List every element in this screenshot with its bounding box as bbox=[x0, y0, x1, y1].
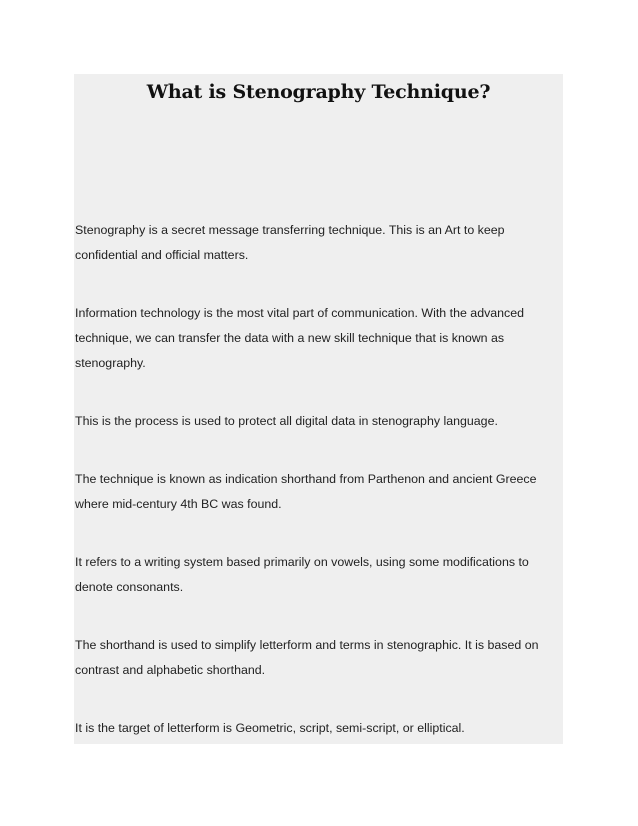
paragraph: Information technology is the most vital part of communication. With the advanced technique, we can transfer the data with a new skill technique that is known as stenography. bbox=[75, 306, 525, 370]
document-panel bbox=[74, 74, 563, 744]
paragraph: The technique is known as indication shorthand from Parthenon and ancient Greece where mid-century 4th BC was found. bbox=[75, 472, 537, 511]
paragraph: It refers to a writing system based primarily on vowels, using some modifications to denote consonants. bbox=[75, 555, 529, 594]
paragraph: It is the target of letterform is Geometric, script, semi-script, or elliptical. bbox=[75, 721, 465, 735]
paragraph: Stenography is a secret message transferring technique. This is an Art to keep confidential and official matters. bbox=[75, 223, 505, 262]
document-body bbox=[75, 218, 563, 774]
paragraph: This is the process is used to protect all digital data in stenography language. bbox=[75, 414, 498, 428]
page-title: What is Stenography Technique? bbox=[146, 81, 491, 103]
paragraph: The shorthand is used to simplify letterform and terms in stenographic. It is based on contrast and alphabetic shorthand. bbox=[75, 638, 539, 677]
